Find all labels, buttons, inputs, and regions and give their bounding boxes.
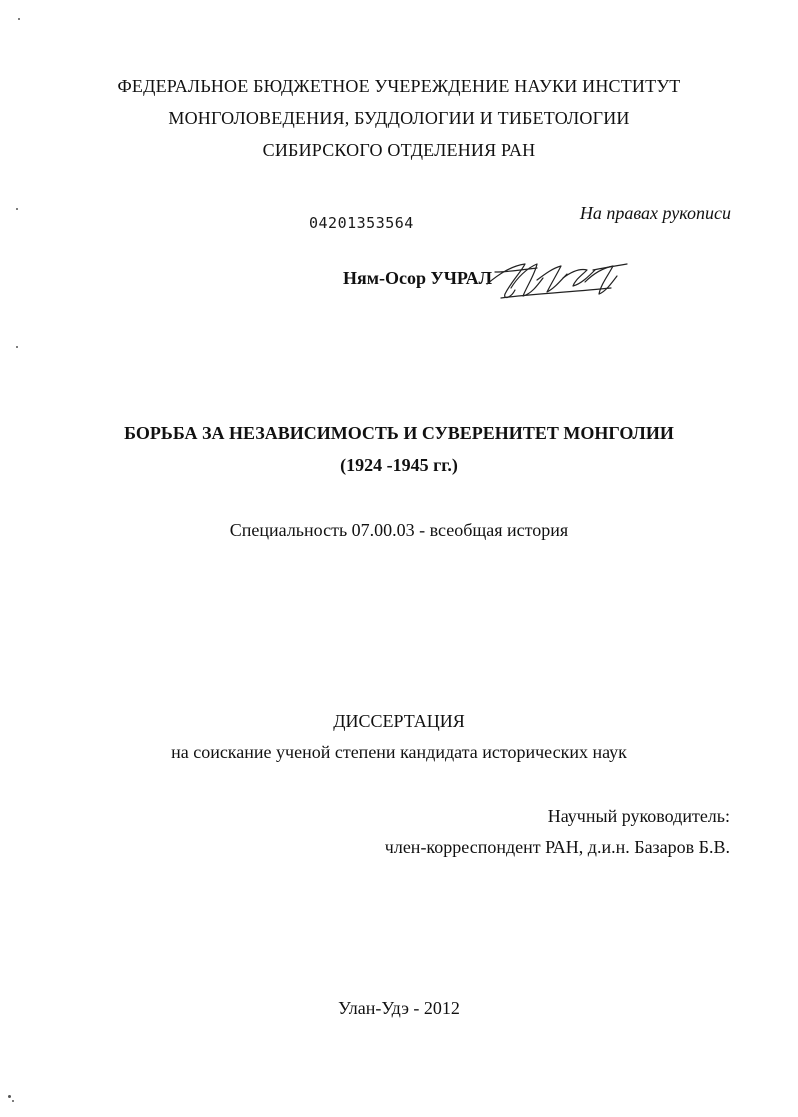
- author-block: [343, 258, 643, 304]
- dissertation-title-line-1: БОРЬБА ЗА НЕЗАВИСИМОСТЬ И СУВЕРЕНИТЕТ МОНГОЛИИ: [124, 423, 674, 443]
- registration-code: 04201353564: [309, 214, 414, 232]
- author-name: Ням-Осор УЧРАЛ: [343, 268, 493, 288]
- supervisor-name: член-корреспондент РАН, д.и.н. Базаров Б.В.: [384, 837, 730, 857]
- dissertation-title-line-2: (1924 -1945 гг.): [340, 455, 458, 475]
- institution-line-2: МОНГОЛОВЕДЕНИЯ, БУДДОЛОГИИ И ТИБЕТОЛОГИИ: [168, 108, 630, 128]
- place-and-year: Улан-Удэ - 2012: [338, 998, 460, 1018]
- scan-speck: [8, 1095, 11, 1098]
- scan-speck: [16, 346, 18, 348]
- rights-note: На правах рукописи: [579, 203, 731, 223]
- specialty-line: Специальность 07.00.03 - всеобщая история: [229, 520, 569, 540]
- supervisor-label: Научный руководитель:: [547, 806, 730, 826]
- scan-speck: [16, 208, 18, 210]
- institution-line-1: ФЕДЕРАЛЬНОЕ БЮДЖЕТНОЕ УЧЕРЕЖДЕНИЕ НАУКИ ИНСТИТУТ: [117, 76, 681, 96]
- scan-speck: [12, 1100, 14, 1102]
- document-type: ДИССЕРТАЦИЯ: [333, 711, 465, 731]
- institution-line-3: СИБИРСКОГО ОТДЕЛЕНИЯ РАН: [262, 140, 536, 160]
- handwritten-signature: [481, 258, 631, 304]
- scan-speck: [18, 18, 20, 20]
- degree-line: на соискание ученой степени кандидата исторических наук: [171, 742, 627, 762]
